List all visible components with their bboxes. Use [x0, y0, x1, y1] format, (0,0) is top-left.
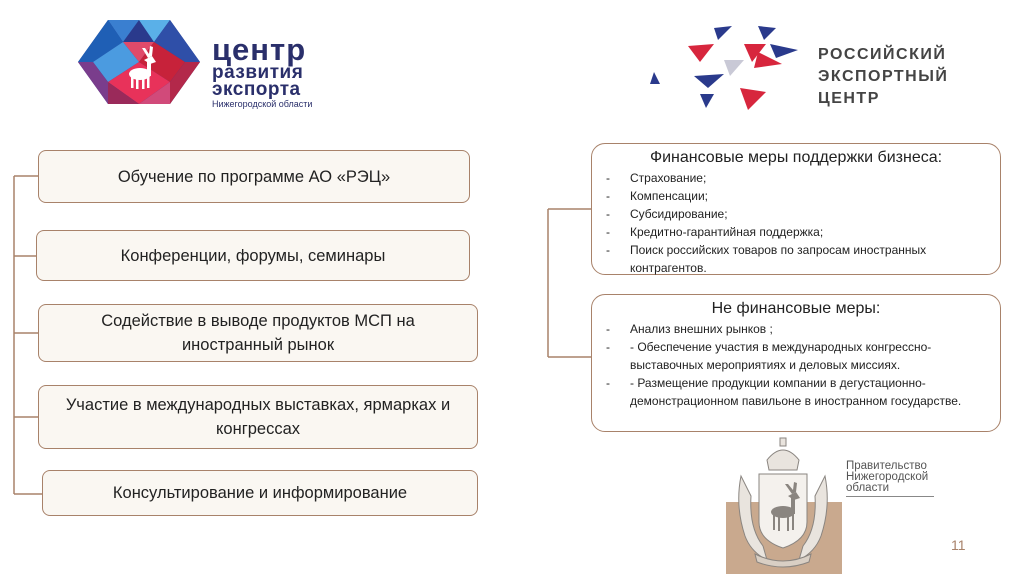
financial-item-text: Поиск российских товаров по запросам иностранных контрагентов.: [630, 243, 927, 275]
coat-of-arms-icon: [733, 436, 833, 570]
left-item-exhibitions: [38, 385, 478, 449]
government-line2: Нижегородской: [846, 471, 929, 483]
financial-item: - Компенсации;: [606, 189, 708, 203]
rec-logo-line1: РОССИЙСКИЙ: [818, 46, 947, 63]
logo-line-centr: центр: [212, 32, 307, 67]
nonfinancial-measures-box: [591, 294, 1001, 432]
left-item-promotion-label: Содействие в выводе продуктов МСП на иностранный рынок: [101, 312, 415, 354]
logo-line-razvitiya: развития: [212, 62, 304, 83]
nonfinancial-item: - - Размещение продукции компании в дегустационно-демонстрационном павильоне в иностранном государстве.: [606, 374, 986, 410]
logo-line-eksporta: экспорта: [212, 79, 301, 100]
nonfinancial-item-text: - Размещение продукции компании в дегустационно-демонстрационном павильоне в иностранном государстве.: [630, 376, 962, 408]
financial-item: - Страхование;: [606, 171, 707, 185]
government-caption: [846, 461, 928, 494]
government-line3: области: [846, 482, 890, 494]
financial-measures-box: [591, 143, 1001, 275]
nonfinancial-measures-title: Не финансовые меры:: [711, 300, 881, 317]
nonfinancial-item-text: Анализ внешних рынков ;: [630, 322, 773, 336]
government-underline: [846, 496, 934, 497]
nonfinancial-item: - Анализ внешних рынков ;: [606, 322, 773, 336]
page-number: 11: [951, 537, 966, 553]
left-item-exhibitions-label: Участие в международных выставках, ярмарках и конгрессах: [65, 396, 451, 438]
logo-line-region: Нижегородской области: [212, 99, 313, 109]
left-item-training: [38, 150, 470, 203]
financial-measures-title: Финансовые меры поддержки бизнеса:: [649, 149, 943, 166]
left-item-conferences: [36, 230, 470, 281]
financial-item: - Субсидирование;: [606, 207, 728, 221]
left-item-promotion: [38, 304, 478, 362]
rec-logo-line2: ЭКСПОРТНЫЙ: [818, 68, 949, 85]
financial-item: - Кредитно-гарантийная поддержка;: [606, 225, 824, 239]
government-line1: Правительство: [846, 460, 927, 472]
left-item-consulting: [42, 470, 478, 516]
financial-item: - Поиск российских товаров по запросам иностранных контрагентов.: [606, 241, 986, 277]
left-item-training-label: Обучение по программе АО «РЭЦ»: [117, 167, 391, 186]
left-item-conferences-label: Конференции, форумы, семинары: [120, 246, 386, 265]
financial-item-text: Страхование;: [630, 171, 707, 185]
financial-item-text: Субсидирование;: [630, 207, 728, 221]
financial-item-text: Компенсации;: [630, 189, 708, 203]
nonfinancial-item: - - Обеспечение участия в международных конгрессно-выставочных мероприятиях и деловых миссиях.: [606, 338, 986, 374]
financial-item-text: Кредитно-гарантийная поддержка;: [630, 225, 824, 239]
rec-logo-line3: ЦЕНТР: [818, 90, 880, 107]
nonfinancial-item-text: - Обеспечение участия в международных конгрессно-выставочных мероприятиях и деловых миссиях.: [630, 340, 932, 372]
left-item-consulting-label: Консультирование и информирование: [112, 484, 408, 502]
